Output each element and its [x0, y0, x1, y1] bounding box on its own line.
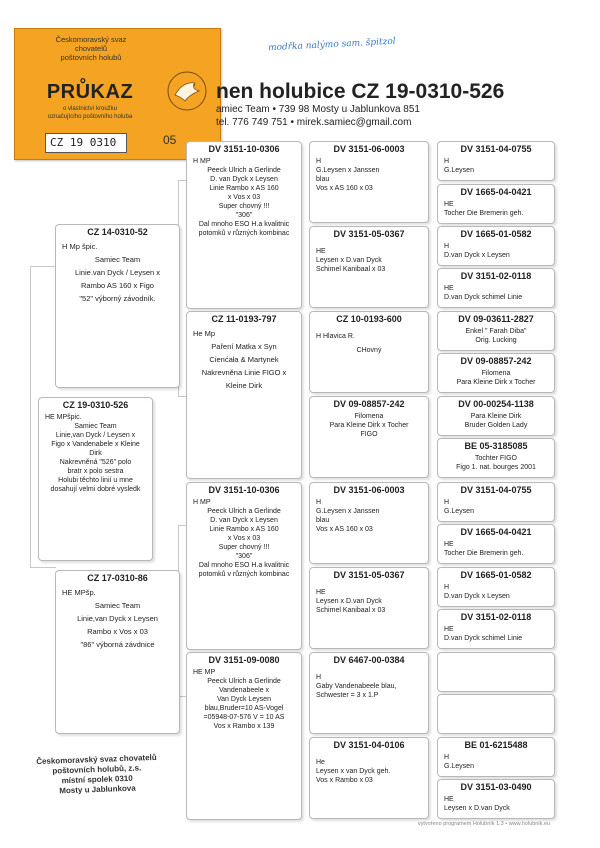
ring-number: DV 1665-04-0421	[460, 187, 532, 197]
page-title: nen holubice CZ 19-0310-526	[216, 80, 505, 103]
great-grandparent-box	[309, 567, 429, 649]
gen4-box	[437, 396, 555, 436]
info-line: HE	[316, 589, 326, 596]
info-line: H MP	[193, 499, 211, 506]
info-line: Filomena	[481, 370, 511, 377]
handwritten-note: modřka nalýmo sam. špitzol	[267, 36, 396, 54]
info-line: Leysen x van Dyck geh.	[316, 768, 391, 775]
ring-number: CZ 19-0310-526	[62, 400, 129, 410]
ring-number: BE 05-3185085	[464, 441, 528, 451]
ring-number: CZ 17-0310-86	[87, 573, 148, 583]
info-line: HE	[444, 626, 454, 633]
info-line: HE MP	[193, 669, 216, 676]
info-line: Peeck Ulrich a Gerlinde	[207, 678, 281, 685]
info-line: Leysen x D.van Dyck	[316, 598, 382, 605]
info-line: Dirk	[89, 450, 102, 457]
gen4-box	[437, 311, 555, 351]
ring-number: DV 3151-04-0755	[460, 485, 532, 495]
pigeon-logo-icon	[165, 69, 209, 113]
footer-credit: vytvořeno programem Holubník 1.3 • www.holubnik.eu	[417, 821, 550, 827]
info-line: FIGO	[360, 431, 378, 438]
info-line: dosahují velmi dobré vysledk	[50, 486, 141, 493]
ring-number: DV 1665-01-0582	[460, 570, 532, 580]
info-line: Nakrevněná "526" polo	[59, 459, 132, 466]
info-line: HE	[444, 541, 454, 548]
info-line: D.van Dyck x Leysen	[444, 252, 510, 259]
info-line: Samiec Team	[94, 601, 141, 610]
grandparent-box	[186, 652, 302, 820]
info-line: Kleine Dirk	[225, 381, 263, 390]
ring-number: DV 00-00254-1138	[458, 399, 534, 409]
info-line: G.Leysen x Janssen	[316, 167, 380, 174]
info-line: Cienćała & Martynek	[209, 355, 279, 364]
info-line: G.Leysen x Janssen	[316, 508, 380, 515]
club-stamp	[21, 752, 172, 797]
card-right-text: 05	[163, 133, 177, 147]
ring-number: DV 6467-00-0384	[333, 655, 405, 665]
ring-number: DV 1665-01-0582	[460, 229, 532, 239]
info-line: Van Dyck Leysen	[217, 696, 271, 703]
gen4-empty-box	[437, 694, 555, 734]
info-line: Dal mnoho ESO H.a kvalitnic	[198, 562, 290, 569]
info-line: Vos x AS 160 x 03	[316, 526, 373, 533]
gen4-empty-box	[437, 652, 555, 692]
info-line: D.van Dyck x Leysen	[444, 593, 510, 600]
gen4-box	[437, 141, 555, 181]
info-line: Figo x Vandenabele x Kleine	[51, 441, 140, 448]
info-line: potomků v různých kombinac	[198, 230, 290, 237]
info-line: Linie Rambo x AS 160	[209, 185, 279, 192]
info-line: bratr x polo sestra	[67, 468, 124, 475]
info-line: HE MPšp.	[62, 588, 96, 597]
stamp-line: místní spolek 0310	[61, 773, 133, 786]
info-line: HE	[316, 248, 326, 255]
info-line: Super chovný !!!	[218, 203, 270, 210]
ring-number: DV 3151-10-0306	[208, 485, 280, 495]
info-line: Nakrevněna Linie FIGO x	[201, 368, 287, 377]
info-line: x Vos x 03	[227, 535, 261, 542]
info-line: "86" výborná závdnice	[80, 640, 155, 649]
info-line: Enkel " Farah Diba"	[465, 328, 527, 335]
info-line: Tocher Die Bremerin geh.	[444, 550, 524, 557]
info-line: Gaby Vandenabeele blau,	[316, 683, 397, 690]
info-line: blau,Bruder=10 AS-Vogel	[204, 705, 284, 712]
card-ring-number: CZ 19 0310	[45, 133, 127, 153]
ring-number: DV 1665-04-0421	[460, 527, 532, 537]
ring-number: DV 3151-05-0367	[333, 229, 405, 239]
info-line: potomků v různých kombinac	[198, 571, 290, 578]
info-line: Peeck Ulrich a Gerlinde	[207, 167, 281, 174]
gen4-box	[437, 482, 555, 522]
info-line: H	[444, 243, 450, 250]
subject-pigeon-box	[38, 397, 153, 561]
info-line: Holubi těchto linií u mne	[58, 477, 133, 484]
info-line: Linie,van Dyck / Leysen x	[55, 432, 136, 439]
gen4-box	[437, 567, 555, 607]
card-title: PRŮKAZ	[46, 81, 134, 103]
info-line: Vandenabeele x	[218, 687, 270, 694]
info-line: Linie.van Dyck / Leysen x	[74, 268, 161, 277]
info-line: D. van Dyck x Leysen	[210, 517, 278, 524]
info-line: G.Leysen	[444, 763, 474, 770]
info-line: Figo 1. nat. bourges 2001	[456, 464, 536, 471]
info-line: Filomena	[354, 413, 384, 420]
stamp-line: poštovních holubů, z.s.	[52, 763, 142, 776]
gen4-box	[437, 226, 555, 266]
gen4-box	[437, 438, 555, 478]
info-line: Dal mnoho ESO H.a kvalitnic	[198, 221, 290, 228]
grandparent-box	[186, 311, 302, 479]
ring-number: DV 3151-02-0118	[460, 271, 532, 281]
ring-number: DV 09-03611-2827	[458, 314, 534, 324]
ring-number: DV 3151-04-0755	[460, 144, 532, 154]
info-line: Rambo AS 160 x Figo	[81, 281, 154, 290]
info-line: Super chovný !!!	[218, 544, 270, 551]
info-line: G.Leysen	[444, 508, 474, 515]
info-line: Para Kleine Dirk x Tocher	[329, 422, 409, 429]
info-line: Leysen x D.van Dyck	[316, 257, 382, 264]
info-line: Schimel Kanibaal x 03	[316, 607, 386, 614]
ring-number: DV 3151-06-0003	[333, 485, 405, 495]
gen4-box	[437, 779, 555, 819]
grandparent-box	[186, 482, 302, 650]
info-line: HE	[444, 796, 454, 803]
dam-box	[55, 570, 180, 734]
info-line: Vos x Rambo x 03	[316, 777, 373, 784]
info-line: H Mp špic.	[62, 242, 98, 251]
info-line: H MP	[193, 158, 211, 165]
ring-number: DV 3151-03-0490	[460, 782, 532, 792]
ring-number: CZ 14-0310-52	[87, 227, 148, 237]
ring-number: BE 01-6215488	[464, 740, 528, 750]
card-line-2: chovatelů	[74, 44, 108, 53]
sire-box	[55, 224, 180, 388]
info-line: Rambo x Vos x 03	[87, 627, 148, 636]
great-grandparent-box	[309, 141, 429, 223]
card-line-3: poštovních holubů	[60, 53, 122, 62]
info-line: D.van Dyck schimel Linie	[444, 635, 523, 642]
card-line-1: Českomoravský svaz	[55, 35, 127, 44]
info-line: G.Leysen	[444, 167, 474, 174]
info-line: Linie Rambo x AS 160	[209, 526, 279, 533]
info-line: H	[444, 499, 450, 506]
info-line: "306"	[235, 212, 253, 219]
info-line: D.van Dyck schimel Linie	[444, 294, 523, 301]
info-line: Orig. Lucking	[475, 337, 517, 344]
info-line: x Vos x 03	[227, 194, 261, 201]
info-line: blau	[316, 176, 330, 183]
info-line: Tocher Die Bremerin geh.	[444, 210, 524, 217]
info-line: H	[316, 158, 322, 165]
info-line: Bruder Golden Lady	[464, 422, 528, 429]
info-line: Vos x Rambo x 139	[213, 723, 275, 730]
info-line: Tochter FIGO	[474, 455, 517, 462]
ring-number: CZ 10-0193-600	[336, 314, 402, 324]
info-line: Paření Matka x Syn	[211, 342, 277, 351]
info-line: "52" výborný závodník.	[79, 294, 156, 303]
info-line: blau	[316, 517, 330, 524]
great-grandparent-box	[309, 652, 429, 734]
info-line: Vos x AS 160 x 03	[316, 185, 373, 192]
card-sub-1: o vlastnictví kroužku	[62, 106, 118, 112]
info-line: Samiec Team	[74, 423, 117, 430]
info-line: H	[444, 754, 450, 761]
info-line: "306"	[235, 553, 253, 560]
ring-number: DV 3151-06-0003	[333, 144, 405, 154]
stamp-line: Českomoravský svaz chovatelů	[36, 752, 157, 767]
info-line: H	[316, 674, 322, 681]
info-line: Schimel Kanibaal x 03	[316, 266, 386, 273]
info-line: Para Kleine Dirk x Tocher	[456, 379, 536, 386]
great-grandparent-box	[309, 311, 429, 393]
info-line: Para Kleine Dirk	[470, 413, 522, 420]
gen4-box	[437, 524, 555, 564]
great-grandparent-box	[309, 482, 429, 564]
info-line: Leysen x D.van Dyck	[444, 805, 510, 812]
info-line: HE	[444, 201, 454, 208]
owner-address: amiec Team • 739 98 Mosty u Jablunkova 851	[216, 104, 420, 115]
great-grandparent-box	[309, 226, 429, 308]
ring-number: DV 3151-09-0080	[208, 655, 280, 665]
gen4-box	[437, 184, 555, 224]
ring-number: DV 3151-02-0118	[460, 612, 532, 622]
great-grandparent-box	[309, 396, 429, 478]
info-line: HE MPšpic.	[45, 414, 82, 421]
info-line: =05948-07-576 V = 10 AS	[203, 714, 285, 721]
info-line: HE	[444, 285, 454, 292]
info-line: He Mp	[193, 329, 216, 338]
ring-number: DV 09-08857-242	[333, 399, 405, 409]
info-line: H	[316, 499, 322, 506]
gen4-box	[437, 268, 555, 308]
info-line: Schwester = 3 x 1.P	[316, 692, 379, 699]
info-line: Peeck Ulrich a Gerlinde	[207, 508, 281, 515]
ring-number: DV 3151-10-0306	[208, 144, 280, 154]
gen4-box	[437, 609, 555, 649]
info-line: H	[444, 158, 450, 165]
gen4-box	[437, 737, 555, 777]
ring-number: DV 09-08857-242	[460, 356, 532, 366]
info-line: H Hlavica R.	[316, 333, 355, 340]
great-grandparent-box	[309, 737, 429, 819]
info-line: He	[316, 759, 325, 766]
grandparent-box	[186, 141, 302, 309]
ring-number: DV 3151-05-0367	[333, 570, 405, 580]
info-line: H	[444, 584, 450, 591]
stamp-line: Mosty u Jablunkova	[59, 783, 136, 796]
ring-number: DV 3151-04-0106	[333, 740, 405, 750]
info-line: Samiec Team	[94, 255, 141, 264]
info-line: CHovný	[356, 347, 382, 354]
owner-contact: tel. 776 749 751 • mirek.samiec@gmail.com	[216, 117, 412, 128]
ring-number: CZ 11-0193-797	[211, 314, 277, 324]
gen4-box	[437, 353, 555, 393]
info-line: Linie,van Dyck x Leysen	[77, 614, 158, 623]
card-sub-2: označujícího poštovního holuba	[47, 114, 133, 120]
info-line: D. van Dyck x Leysen	[210, 176, 278, 183]
